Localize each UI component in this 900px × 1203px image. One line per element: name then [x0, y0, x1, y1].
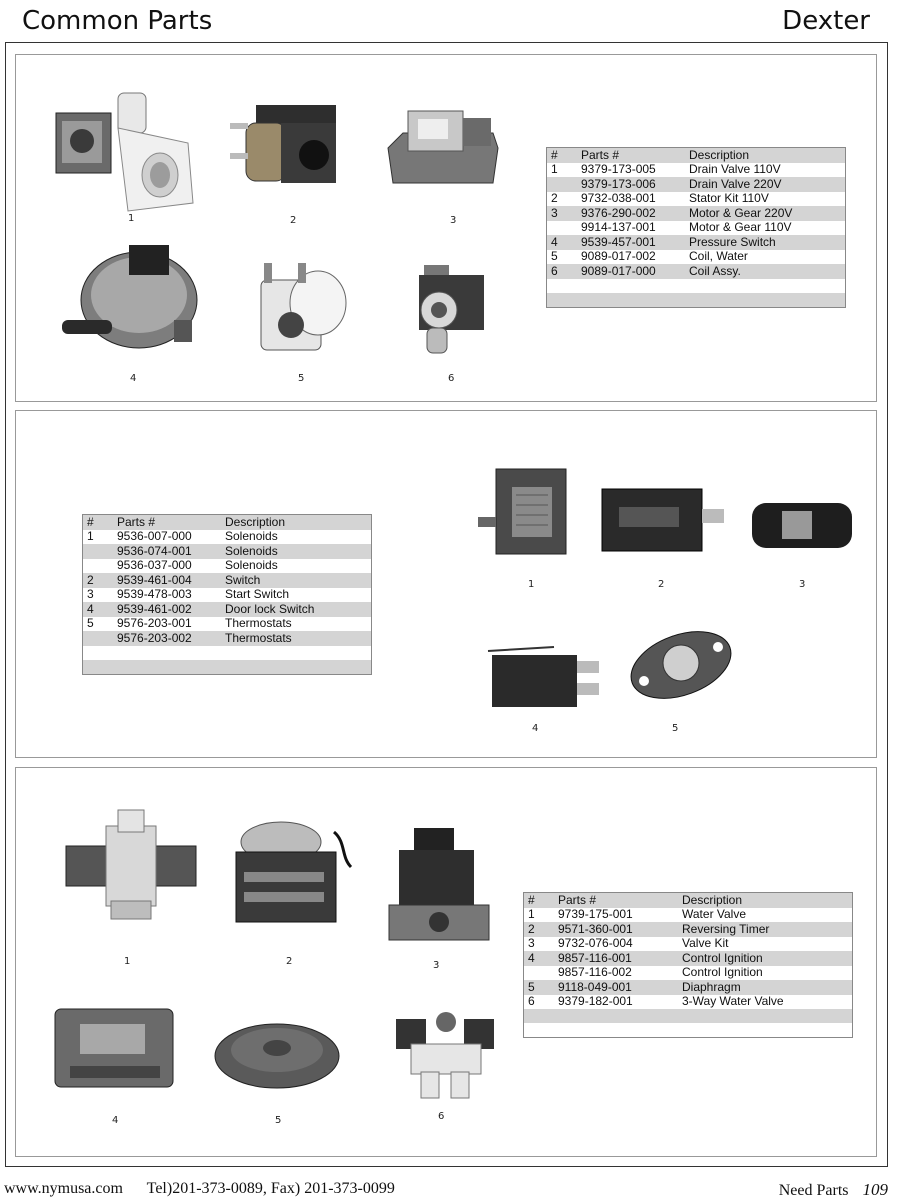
footer-contact — [4, 1180, 415, 1198]
figure-label: 2 — [290, 215, 297, 226]
row-number: 6 — [528, 994, 535, 1009]
solenoid-image — [474, 459, 584, 569]
footer-right — [779, 1180, 888, 1200]
row-number: 2 — [528, 921, 535, 936]
drain-valve-image — [48, 83, 208, 228]
column-header: Description — [689, 147, 750, 162]
part-number: 9857-116-001 — [558, 950, 632, 965]
figure-label: 1 — [528, 579, 535, 590]
table-row — [524, 980, 853, 995]
row-number: 4 — [87, 601, 94, 616]
part-description: Start Switch — [225, 587, 290, 602]
table-header-row — [547, 148, 846, 163]
figure-label: 4 — [112, 1115, 119, 1126]
part-number: 9539-461-004 — [117, 572, 192, 587]
row-number: 3 — [551, 205, 558, 220]
page-number: 109 — [862, 1180, 888, 1199]
row-number: 1 — [551, 162, 558, 177]
figure-label: 3 — [433, 960, 440, 971]
part-number: 9089-017-000 — [581, 263, 656, 278]
table-row — [83, 617, 372, 632]
table-row — [547, 163, 846, 178]
part-description: Solenoids — [225, 529, 278, 544]
table-row — [83, 660, 372, 675]
part-description: Water Valve — [682, 907, 747, 922]
figure-label: 5 — [298, 373, 305, 384]
part-description: Switch — [225, 572, 261, 587]
table-row — [524, 1009, 853, 1023]
table-row — [524, 937, 853, 952]
row-number: 4 — [528, 950, 535, 965]
part-description: Thermostats — [225, 616, 292, 631]
table-row — [547, 264, 846, 279]
part-description: Door lock Switch — [225, 601, 315, 616]
part-number: 9576-203-002 — [117, 630, 192, 645]
switch-image — [594, 479, 734, 559]
table-row — [524, 922, 853, 937]
row-number: 2 — [551, 191, 558, 206]
need-parts-label: Need Parts — [778, 1182, 849, 1199]
part-description: Motor & Gear 110V — [689, 220, 792, 235]
column-header: Parts # — [117, 514, 156, 529]
row-number: 2 — [87, 572, 94, 587]
three-way-valve-image — [386, 1004, 506, 1104]
reversing-timer-image — [216, 812, 366, 942]
part-description: Stator Kit 110V — [689, 191, 769, 206]
figure-label: 5 — [672, 723, 679, 734]
part-number: 9539-478-003 — [117, 587, 192, 602]
row-number: 5 — [87, 616, 94, 631]
row-number: 1 — [87, 529, 94, 544]
part-description: Coil, Water — [689, 249, 748, 264]
row-number: 3 — [87, 587, 94, 602]
row-number: 1 — [528, 907, 535, 922]
figure-label: 6 — [448, 373, 455, 384]
start-switch-image — [742, 493, 862, 563]
figure-label: 4 — [130, 373, 137, 384]
part-number: 9089-017-002 — [581, 249, 656, 264]
part-description: Coil Assy. — [689, 263, 741, 278]
part-number: 9376-290-002 — [581, 205, 656, 220]
column-header: Parts # — [558, 892, 597, 907]
table-row — [83, 559, 372, 574]
valve-kit-image — [384, 820, 494, 950]
parts-table-2 — [82, 514, 372, 675]
column-header: Description — [225, 514, 286, 529]
figure-label: 1 — [128, 213, 135, 224]
diaphragm-image — [212, 1014, 342, 1094]
part-number: 9576-203-001 — [117, 616, 192, 631]
figure-label: 2 — [286, 956, 293, 967]
table-row — [83, 602, 372, 617]
row-number: 5 — [551, 249, 558, 264]
table-row — [547, 192, 846, 207]
page-title: Common Parts — [22, 6, 213, 36]
table-row — [83, 544, 372, 559]
column-header: # — [528, 892, 535, 907]
table-row — [83, 646, 372, 661]
table-row — [524, 966, 853, 981]
control-ignition-image — [50, 1004, 180, 1094]
table-row — [83, 631, 372, 646]
part-description: Valve Kit — [682, 936, 729, 951]
pressure-switch-image — [54, 240, 204, 365]
thermostat-image — [626, 623, 736, 708]
part-number: 9732-038-001 — [581, 191, 656, 206]
coil-water-image — [246, 255, 356, 365]
row-number — [83, 631, 114, 646]
table-row — [547, 177, 846, 192]
part-description: 3-Way Water Valve — [682, 994, 784, 1009]
row-number — [547, 221, 578, 236]
motor-gear-image — [383, 103, 503, 193]
part-number: 9118-049-001 — [558, 979, 632, 994]
door-lock-switch-image — [484, 639, 614, 719]
figure-label: 3 — [799, 579, 806, 590]
water-valve-image — [56, 806, 206, 926]
table-header-row — [524, 893, 853, 908]
part-number: 9536-007-000 — [117, 529, 192, 544]
part-number: 9379-173-006 — [581, 176, 656, 191]
table-header-row — [83, 515, 372, 530]
part-number: 9539-457-001 — [581, 234, 656, 249]
column-header: Parts # — [581, 147, 620, 162]
part-description: Pressure Switch — [689, 234, 776, 249]
table-row — [83, 573, 372, 588]
part-description: Solenoids — [225, 543, 278, 558]
row-number: 3 — [528, 936, 535, 951]
part-description: Control Ignition — [682, 965, 763, 980]
column-header: # — [551, 147, 558, 162]
part-description: Thermostats — [225, 630, 292, 645]
table-row — [83, 530, 372, 545]
figure-label: 2 — [658, 579, 665, 590]
table-row — [83, 588, 372, 603]
figure-label: 6 — [438, 1111, 445, 1122]
parts-table-3 — [523, 892, 853, 1038]
part-number: 9539-461-002 — [117, 601, 192, 616]
brand-title: Dexter — [782, 6, 870, 36]
figure-label: 3 — [450, 215, 457, 226]
table-row — [524, 951, 853, 966]
section-1 — [15, 54, 877, 402]
row-number — [83, 544, 114, 559]
table-row — [524, 995, 853, 1010]
figure-label: 1 — [124, 956, 131, 967]
parts-table-1 — [546, 147, 846, 308]
figure-label: 4 — [532, 723, 539, 734]
table-row — [547, 235, 846, 250]
row-number — [547, 177, 578, 192]
table-row — [547, 221, 846, 236]
part-description: Diaphragm — [682, 979, 741, 994]
part-description: Motor & Gear 220V — [689, 205, 793, 220]
part-description: Drain Valve 220V — [689, 176, 782, 191]
table-row — [547, 279, 846, 294]
part-number: 9571-360-001 — [558, 921, 633, 936]
part-number: 9914-137-001 — [581, 220, 656, 235]
table-row — [547, 206, 846, 221]
part-description: Reversing Timer — [682, 921, 770, 936]
part-number: 9536-074-001 — [117, 543, 192, 558]
part-number: 9739-175-001 — [558, 907, 633, 922]
figure-label: 5 — [275, 1115, 282, 1126]
table-row — [524, 1023, 853, 1038]
column-header: # — [87, 514, 94, 529]
stator-kit-image — [226, 93, 366, 203]
part-number: 9857-116-002 — [558, 965, 632, 980]
table-row — [547, 250, 846, 265]
row-number — [524, 966, 555, 981]
phone-fax: Tel)201-373-0089, Fax) 201-373-0099 — [146, 1180, 395, 1197]
part-number: 9379-173-005 — [581, 162, 656, 177]
row-number: 4 — [551, 234, 558, 249]
part-description: Solenoids — [225, 558, 278, 573]
column-header: Description — [682, 892, 743, 907]
row-number: 6 — [551, 263, 558, 278]
website-link[interactable]: www.nymusa.com — [4, 1180, 123, 1197]
row-number — [83, 559, 114, 574]
section-3 — [15, 767, 877, 1157]
part-number: 9379-182-001 — [558, 994, 633, 1009]
part-number: 9732-076-004 — [558, 936, 633, 951]
part-description: Control Ignition — [682, 950, 763, 965]
part-number: 9536-037-000 — [117, 558, 192, 573]
table-row — [547, 293, 846, 308]
row-number: 5 — [528, 979, 535, 994]
section-2 — [15, 410, 877, 758]
coil-assy-image — [409, 250, 499, 365]
table-row — [524, 908, 853, 923]
part-description: Drain Valve 110V — [689, 162, 781, 177]
